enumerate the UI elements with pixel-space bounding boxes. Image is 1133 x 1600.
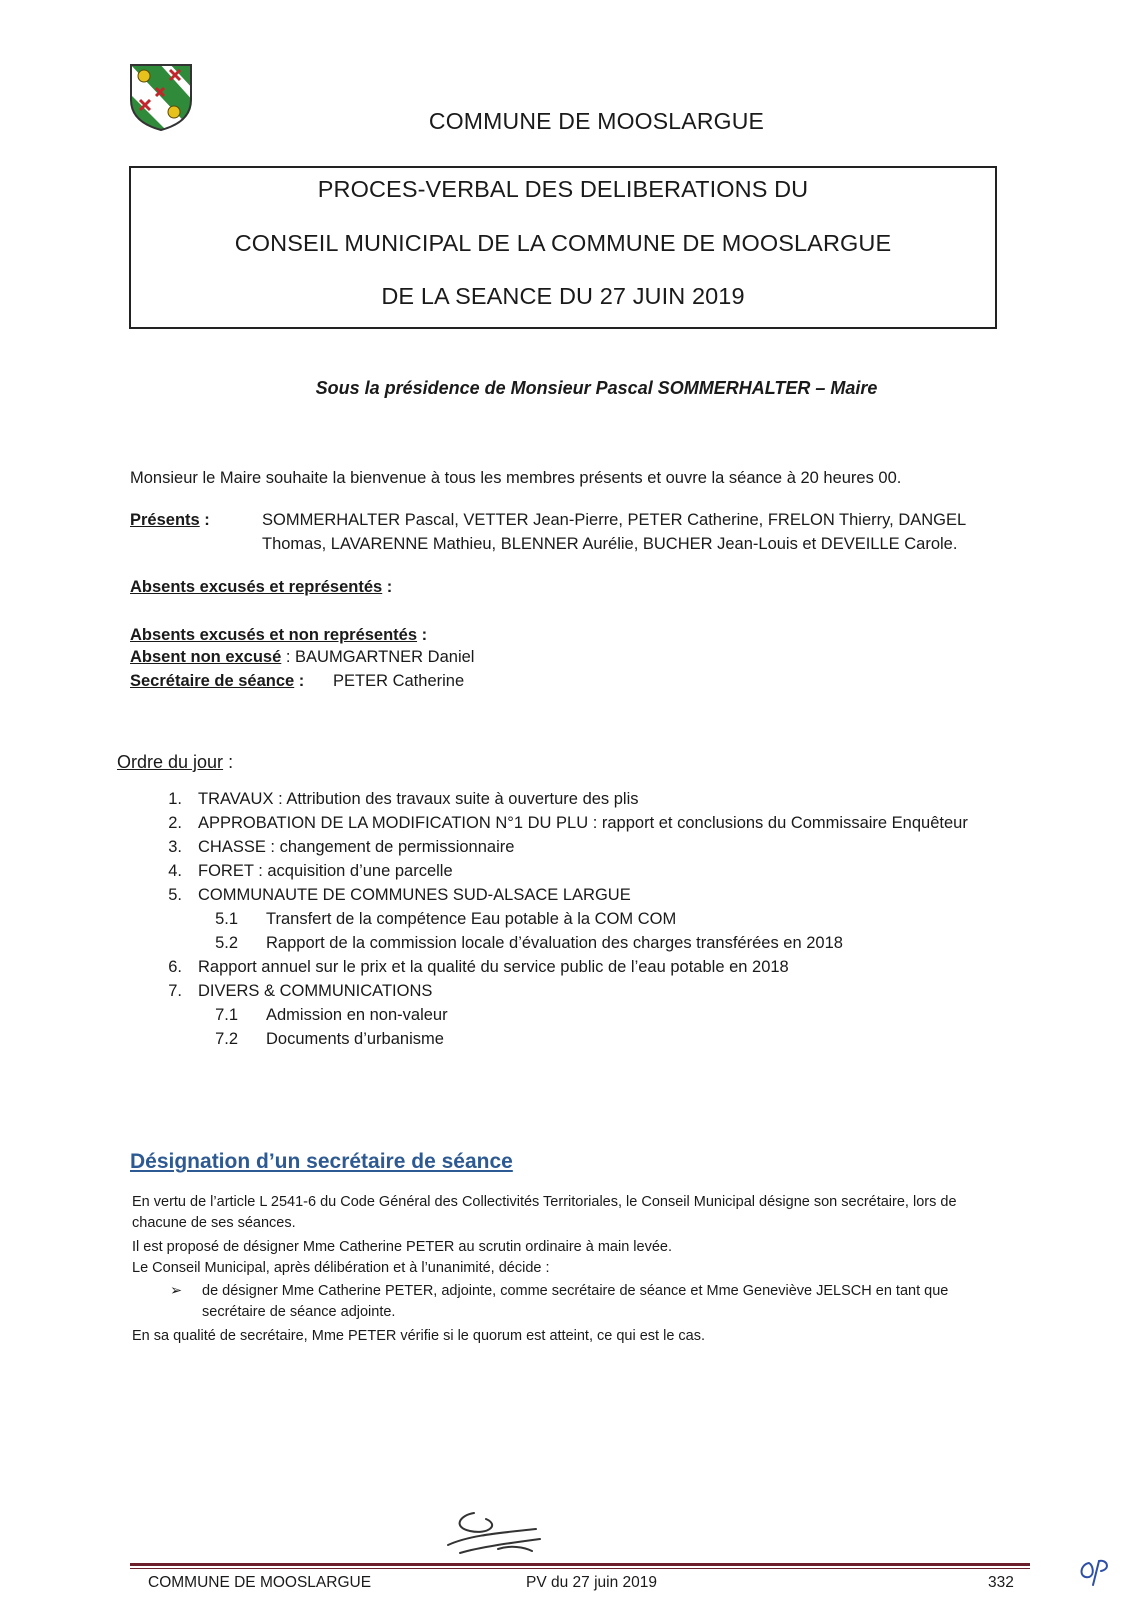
agenda-item-number: 3.	[168, 838, 182, 856]
bullet-arrow-icon: ➢	[170, 1283, 183, 1299]
agenda-title	[117, 752, 233, 773]
agenda-item	[0, 814, 1133, 836]
agenda-item-number: 7.	[168, 982, 182, 1000]
agenda-item-label: TRAVAUX : Attribution des travaux suite à ouverture des plis	[198, 790, 639, 808]
agenda-item-number: 5.	[168, 886, 182, 904]
agenda-item-label: DIVERS & COMMUNICATIONS	[198, 982, 433, 1000]
agenda-title-sep: :	[223, 752, 234, 772]
initials-mark	[1075, 1555, 1115, 1591]
agenda-item	[0, 886, 1133, 908]
commune-title: COMMUNE DE MOOSLARGUE	[428, 108, 765, 134]
agenda-item-label: Documents d’urbanisme	[266, 1030, 444, 1048]
agenda-item	[0, 862, 1133, 884]
agenda-subitem	[0, 910, 1133, 932]
absents-represented	[130, 576, 392, 598]
secretary	[130, 670, 304, 692]
intro-paragraph: Monsieur le Maire souhaite la bienvenue à tous les membres présents et ouvre la séance à 20 heures 00.	[130, 469, 902, 487]
agenda-item-number: 7.2	[215, 1030, 238, 1048]
section-bullet-line-1: de désigner Mme Catherine PETER, adjointe, comme secrétaire de séance et Mme Geneviève JELSCH en tant que	[202, 1283, 949, 1299]
section-line-4: Le Conseil Municipal, après délibération et à l’unanimité, décide :	[132, 1260, 550, 1276]
absents-not-represented-sep: :	[417, 626, 428, 644]
absents-not-represented	[130, 624, 427, 646]
section-line-5: En sa qualité de secrétaire, Mme PETER vérifie si le quorum est atteint, ce qui est le cas.	[132, 1328, 706, 1344]
agenda-item-label: Rapport de la commission locale d’évaluation des charges transférées en 2018	[266, 934, 843, 952]
document-title-box	[129, 166, 997, 329]
section-heading	[130, 1150, 513, 1174]
presents-label-text: Présents	[130, 511, 200, 529]
title-line-3: DE LA SEANCE DU 27 JUIN 2019	[381, 283, 745, 309]
agenda-item-label: FORET : acquisition d’une parcelle	[198, 862, 453, 880]
section-bullet-line-2: secrétaire de séance adjointe.	[202, 1304, 396, 1320]
agenda-item-number: 5.1	[215, 910, 238, 928]
presidence-line: Sous la présidence de Monsieur Pascal SOMMERHALTER – Maire	[315, 378, 878, 398]
section-line-1: En vertu de l’article L 2541-6 du Code Général des Collectivités Territoriales, le Conseil Municipal désigne son secrétaire, lors de	[132, 1194, 957, 1210]
agenda-item-number: 1.	[168, 790, 182, 808]
agenda-title-text: Ordre du jour	[117, 752, 224, 772]
footer-divider-thin	[130, 1568, 1030, 1569]
secretary-value: PETER Catherine	[333, 672, 465, 690]
agenda-item	[0, 982, 1133, 1004]
agenda-item-label: CHASSE : changement de permissionnaire	[198, 838, 515, 856]
agenda-item-label: Transfert de la compétence Eau potable à la COM COM	[266, 910, 677, 928]
agenda-item-label: Admission en non-valeur	[266, 1006, 448, 1024]
agenda-item	[0, 838, 1133, 860]
section-line-3: Il est proposé de désigner Mme Catherine PETER au scrutin ordinaire à main levée.	[132, 1239, 672, 1255]
secretary-label: Secrétaire de séance	[130, 672, 295, 690]
agenda-item-label: APPROBATION DE LA MODIFICATION N°1 DU PLU : rapport et conclusions du Commissaire Enquêteur	[198, 814, 968, 832]
agenda-item-label: COMMUNAUTE DE COMMUNES SUD-ALSACE LARGUE	[198, 886, 631, 904]
section-line-2: chacune de ses séances.	[132, 1215, 296, 1231]
absent-unexcused	[130, 646, 474, 668]
absents-not-represented-label: Absents excusés et non représentés	[130, 626, 418, 644]
presents-list-line-2: Thomas, LAVARENNE Mathieu, BLENNER Aurélie, BUCHER Jean-Louis et DEVEILLE Carole.	[262, 535, 958, 553]
secretary-sep: :	[294, 672, 305, 690]
agenda-item-label: Rapport annuel sur le prix et la qualité du service public de l’eau potable en 2018	[198, 958, 789, 976]
agenda-item-number: 4.	[168, 862, 182, 880]
presents-list-line-1: SOMMERHALTER Pascal, VETTER Jean-Pierre, PETER Catherine, FRELON Thierry, DANGEL	[262, 511, 967, 529]
agenda-subitem	[0, 1030, 1133, 1052]
presents-label	[130, 509, 210, 531]
absent-unexcused-label: Absent non excusé	[130, 648, 282, 666]
agenda-item	[0, 790, 1133, 812]
agenda-item-number: 2.	[168, 814, 182, 832]
absent-unexcused-value: : BAUMGARTNER Daniel	[281, 648, 475, 666]
agenda-item-number: 5.2	[215, 934, 238, 952]
title-line-2: CONSEIL MUNICIPAL DE LA COMMUNE DE MOOSLARGUE	[234, 230, 892, 256]
agenda-item-number: 6.	[168, 958, 182, 976]
footer-page-number: 332	[988, 1574, 1014, 1591]
absents-represented-label: Absents excusés et représentés	[130, 578, 383, 596]
footer-commune: COMMUNE DE MOOSLARGUE	[148, 1574, 372, 1591]
footer-pv-date: PV du 27 juin 2019	[526, 1574, 657, 1591]
agenda-item-number: 7.1	[215, 1006, 238, 1024]
signature-mark	[440, 1505, 550, 1565]
section-heading-text: Désignation d’un secrétaire de séance	[130, 1150, 513, 1173]
absents-represented-sep: :	[382, 578, 393, 596]
title-line-1: PROCES-VERBAL DES DELIBERATIONS DU	[317, 176, 809, 202]
agenda-subitem	[0, 934, 1133, 956]
agenda-item	[0, 958, 1133, 980]
footer-divider	[130, 1563, 1030, 1566]
agenda-subitem	[0, 1006, 1133, 1028]
presents-sep: :	[199, 511, 210, 529]
